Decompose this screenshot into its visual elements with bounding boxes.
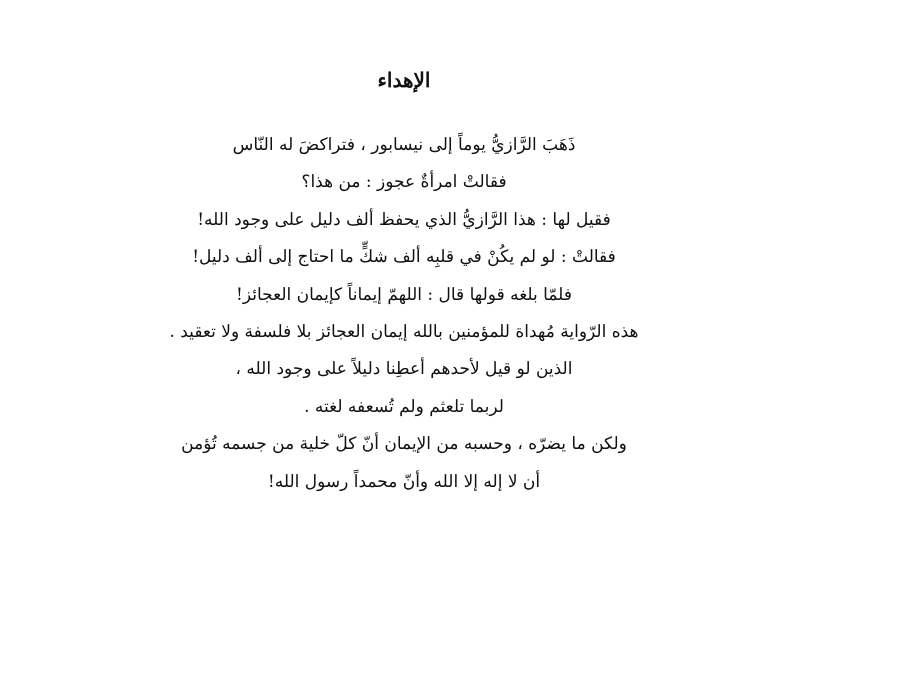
text-line-7: الذين لو قيل لأحدهم أعطِنا دليلاً على وجود الله ،	[235, 359, 573, 380]
page-title: الإهداء	[377, 68, 431, 93]
text-line-10: أن لا إله إلا الله وأنّ محمداً رسول الله!	[267, 471, 541, 492]
text-line-4: فقالتْ : لو لم يكُنْ في قلبِه ألف شكٍّ ما احتاج إلى ألف دليل!	[192, 247, 616, 268]
dedication-text	[0, 127, 808, 501]
text-line-8: لربما تلعثم ولم تُسعفه لغته .	[304, 396, 504, 417]
text-line-9: ولكن ما يضرّه ، وحسبه من الإيمان أنّ كلّ خلية من جسمه تُؤمن	[181, 434, 627, 455]
text-line-6: هذه الرّواية مُهداة للمؤمنين بالله إيمان العجائز بلا فلسفة ولا تعقيد .	[169, 321, 639, 342]
text-line-3: فقيل لها : هذا الرَّازيُّ الذي يحفظ ألف دليل على وجود الله!	[197, 209, 611, 230]
text-line-2: فقالتْ امرأةٌ عجوز : من هذا؟	[301, 172, 507, 193]
text-line-5: فلمّا بلغه قولها قال : اللهمّ إيماناً كإيمان العجائز!	[236, 284, 572, 305]
text-line-1: ذَهَبَ الرَّازيُّ يوماً إلى نيسابور ، فتراكضَ له النّاس	[232, 135, 576, 155]
